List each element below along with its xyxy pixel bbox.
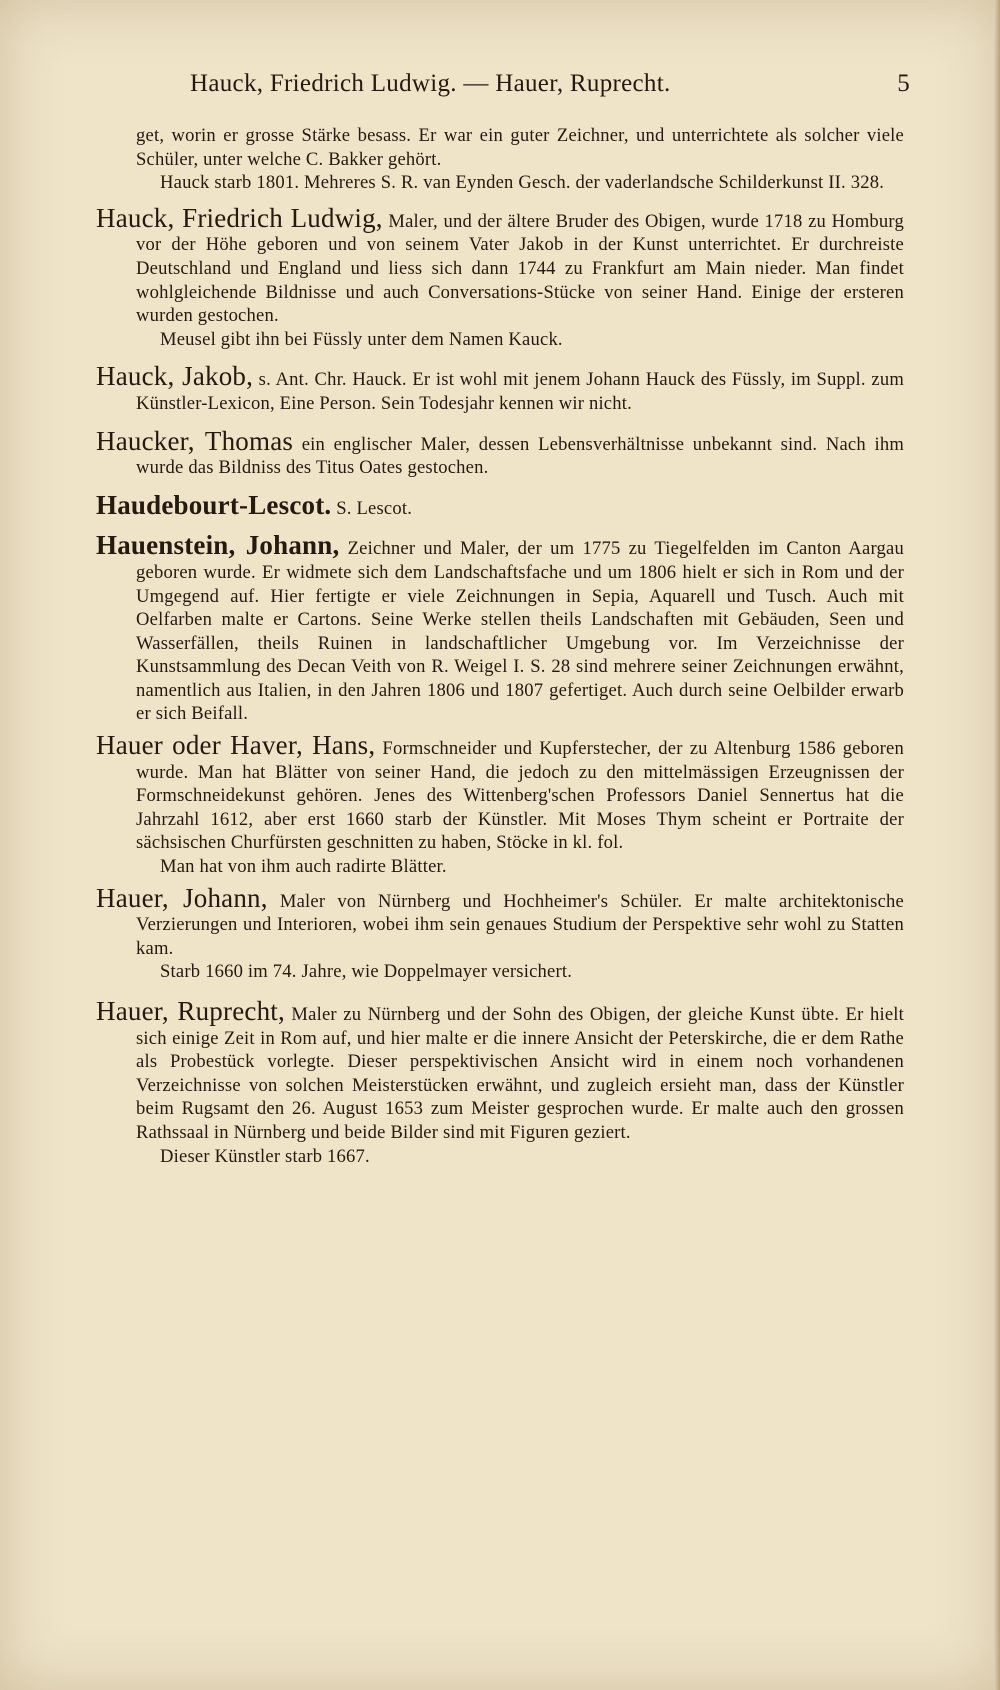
entry-heading: Hauck, Jakob,: [96, 361, 254, 392]
entry-text: Formschneider und Kupferstecher, der zu Altenburg 1586 geboren wurde. Man hat Blätter von seiner Hand, die jedoch zu den mittelmässigen Erzeugnissen der Formschneidekunst gehören. Jenes des Wittenberg'schen Professors Daniel Sennertus hat die Jahrzahl 1612, aber erst 1660 starb der Künstler. Mit Moses Thym scheint er Portraite der sächsischen Churfürsten geschnitten zu haben, Stöcke in kl. fol.: [136, 738, 904, 854]
entry-hauck-friedrich-ludwig: [96, 202, 904, 352]
entry-haucker-thomas: [96, 425, 904, 480]
page-edge: [994, 0, 1000, 1690]
entry-heading: Hauck, Friedrich Ludwig,: [96, 202, 383, 233]
entry-text: Maler, und der ältere Bruder des Obigen, wurde 1718 zu Homburg vor der Höhe geboren und von seinem Vater Jakob in der Kunst unterrichtet. Er durchreiste Deutschland und England und liess sich dann 1744 zu Frankfurt am Main nieder. Man findet wohlgleichende Bildnisse und auch Conversations-Stücke von seiner Hand. Einige der ersteren wurden gestochen.: [136, 210, 904, 327]
entry-heading: Haudebourt-Lescot.: [96, 489, 332, 520]
entry-heading: Haucker, Thomas: [96, 425, 294, 456]
intro-note: Hauck starb 1801. Mehreres S. R. van Eynden Gesch. der vaderlandsche Schilderkunst II. 328.: [160, 172, 885, 194]
entry-hauer-johann: [96, 882, 904, 984]
intro-continuation: [96, 124, 904, 195]
entry-text: S. Lescot.: [336, 497, 413, 519]
entry-text: Maler von Nürnberg und Hochheimer's Schüler. Er malte architektonische Verzierungen und Interioren, wobei ihm sein genaues Studium der Perspektive sehr wohl zu Statten kam.: [136, 890, 904, 959]
entry-text: ein englischer Maler, dessen Lebensverhältnisse unbekannt sind. Nach ihm wurde das Bildniss des Titus Oates gestochen.: [136, 433, 904, 479]
entry-note: Man hat von ihm auch radirte Blätter.: [160, 856, 447, 878]
entry-hauenstein-johann: [96, 530, 904, 726]
entry-text: s. Ant. Chr. Hauck. Er ist wohl mit jenem Johann Hauck des Füssly, im Suppl. zum Künstler-Lexicon, Eine Person. Sein Todesjahr kennen wir nicht.: [136, 369, 904, 414]
entry-heading: Hauer oder Haver, Hans,: [96, 730, 376, 761]
entry-hauer-ruprecht: [96, 996, 905, 1168]
entry-text: Maler zu Nürnberg und der Sohn des Obigen, der gleiche Kunst übte. Er hielt sich einige Zeit in Rom auf, und hier malte er die innere Ansicht der Peterskirche, die er dem Rathe als Probestück vorlegte. Dieser perspektivischen Ansicht wird in einem noch vorhandenen Verzeichnisse von solchen Meisterstücken erwähnt, und zugleich ersieht man, dass der Künstler beim Rugsamt den 26. August 1653 zum Meister gesprochen wurde. Er malte auch den grossen Rathssaal in Nürnberg und beide Bilder sind mit Figuren geziert.: [136, 1004, 905, 1143]
intro-paragraph: get, worin er grosse Stärke besass. Er war ein guter Zeichner, und unterrichtete als solcher viele Schüler, unter welche C. Bakker gehört.: [136, 125, 904, 170]
entry-haudebourt-lescot: [96, 489, 904, 521]
entry-hauer-oder-haver-hans: [96, 730, 904, 879]
entry-heading: Hauenstein, Johann,: [96, 530, 340, 561]
entry-hauck-jakob: [96, 361, 904, 415]
entry-heading: Hauer, Johann,: [96, 882, 268, 913]
entry-note: Starb 1660 im 74. Jahre, wie Doppelmayer versichert.: [160, 961, 573, 983]
running-head: [190, 70, 910, 98]
page-number: 5: [897, 70, 910, 97]
entry-heading: Hauer, Ruprecht,: [96, 996, 285, 1026]
entry-note: Dieser Künstler starb 1667.: [160, 1145, 370, 1167]
entry-text: Zeichner und Maler, der um 1775 zu Tiegelfelden im Canton Aargau geboren wurde. Er widmete sich dem Landschaftsfache und um 1806 hielt er sich in Rom und der Umgegend auf. Hier fertigte er viele Zeichnungen in Sepia, Aquarell und Tusch. Auch mit Oelfarben malte er Cartons. Seine Werke stellen theils Landschaften mit Gebäuden, Seen und Wasserfällen, theils Ruinen in landschaftlicher Umgebung vor. Im Verzeichnisse der Kunstsammlung des Decan Veith von R. Weigel I. S. 28 sind mehrere seiner Zeichnungen erwähnt, namentlich aus Italien, in den Jahren 1806 und 1807 gefertiget. Auch durch seine Oelbilder erwarb er sich Beifall.: [136, 538, 904, 725]
entry-note: Meusel gibt ihn bei Füssly unter dem Namen Kauck.: [160, 328, 563, 350]
page-content: [96, 124, 904, 1168]
running-head-title: Hauck, Friedrich Ludwig. — Hauer, Ruprecht.: [190, 70, 671, 97]
